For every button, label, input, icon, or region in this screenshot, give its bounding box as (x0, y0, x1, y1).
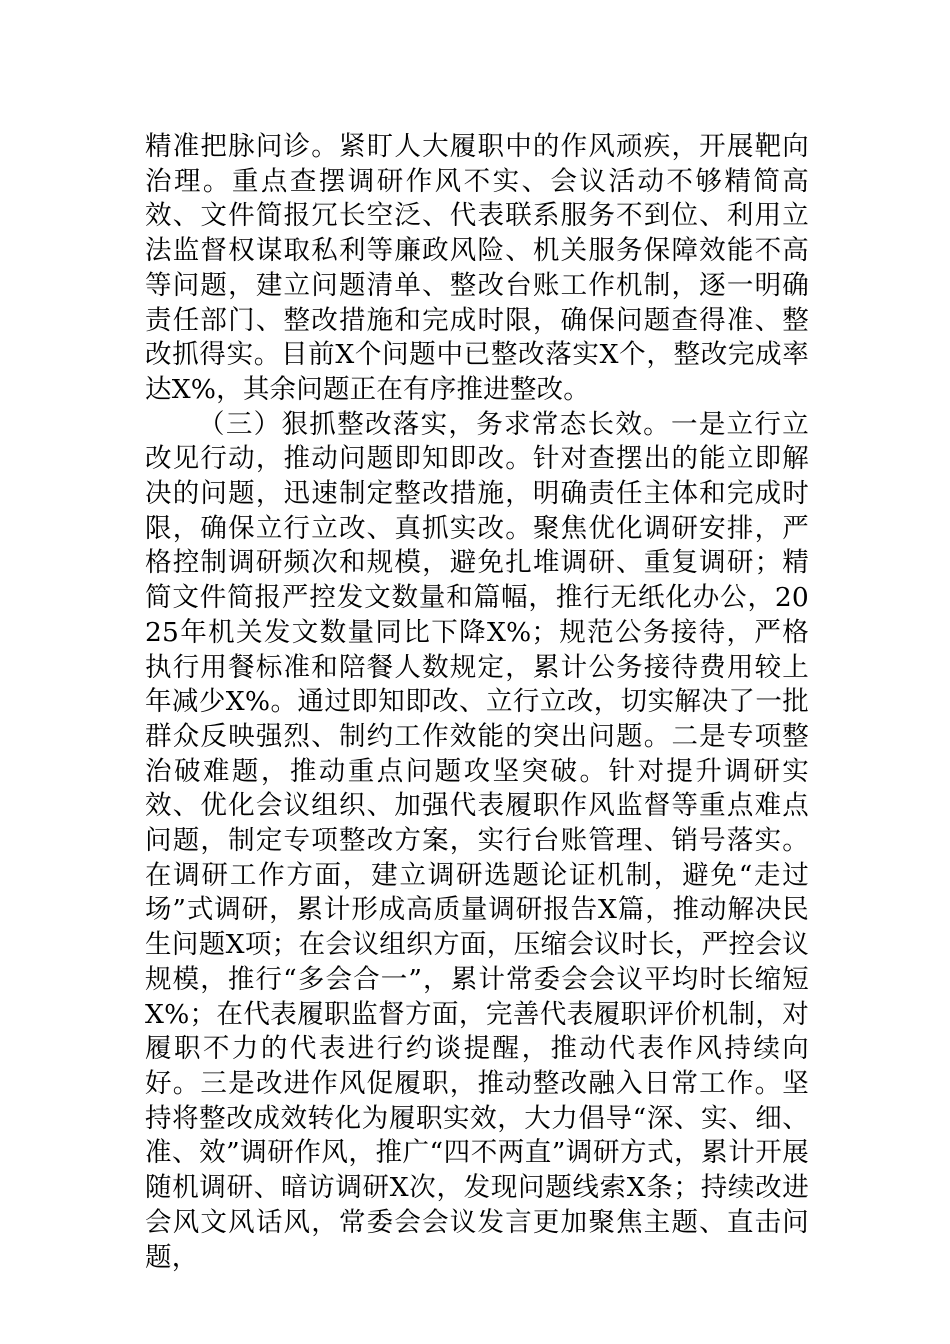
paragraph-problem-rectification: 精准把脉问诊。紧盯人大履职中的作风顽疾，开展靶向治理。重点查摆调研作风不实、会议活动不够精简高效、文件简报冗长空泛、代表联系服务不到位、利用立法监督权谋取私利等廉政风险、机关服务保障效能不高等问题，建立问题清单、整改台账工作机制，逐一明确责任部门、整改措施和完成时限，确保问题查得准、整改抓得实。目前X个问题中已整改落实X个，整改完成率达X%，其余问题正在有序推进整改。 (145, 131, 809, 405)
paragraph-section-three: （三）狠抓整改落实，务求常态长效。一是立行立改见行动，推动问题即知即改。针对查摆出的能立即解决的问题，迅速制定整改措施，明确责任主体和完成时限，确保立行立改、真抓实改。聚焦优化调研安排，严格控制调研频次和规模，避免扎堆调研、重复调研；精简文件简报严控发文数量和篇幅，推行无纸化办公，2025年机关发文数量同比下降X%；规范公务接待，严格执行用餐标准和陪餐人数规定，累计公务接待费用较上年减少X%。通过即知即改、立行立改，切实解决了一批群众反映强烈、制约工作效能的突出问题。二是专项整治破难题，推动重点问题攻坚突破。针对提升调研实效、优化会议组织、加强代表履职作风监督等重点难点问题，制定专项整改方案，实行台账管理、销号落实。在调研工作方面，建立调研选题论证机制，避免“走过场”式调研，累计形成高质量调研报告X篇，推动解决民生问题X项；在会议组织方面，压缩会议时长，严控会议规模，推行“多会合一”，累计常委会会议平均时长缩短X%；在代表履职监督方面，完善代表履职评价机制，对履职不力的代表进行约谈提醒，推动代表作风持续向好。三是改进作风促履职，推动整改融入日常工作。坚持将整改成效转化为履职实效，大力倡导“深、实、细、准、效”调研作风，推广“四不两直”调研方式，累计开展随机调研、暗访调研X次，发现问题线索X条；持续改进会风文风话风，常委会会议发言更加聚焦主题、直击问题， (145, 408, 809, 1273)
body-text (145, 130, 809, 1275)
